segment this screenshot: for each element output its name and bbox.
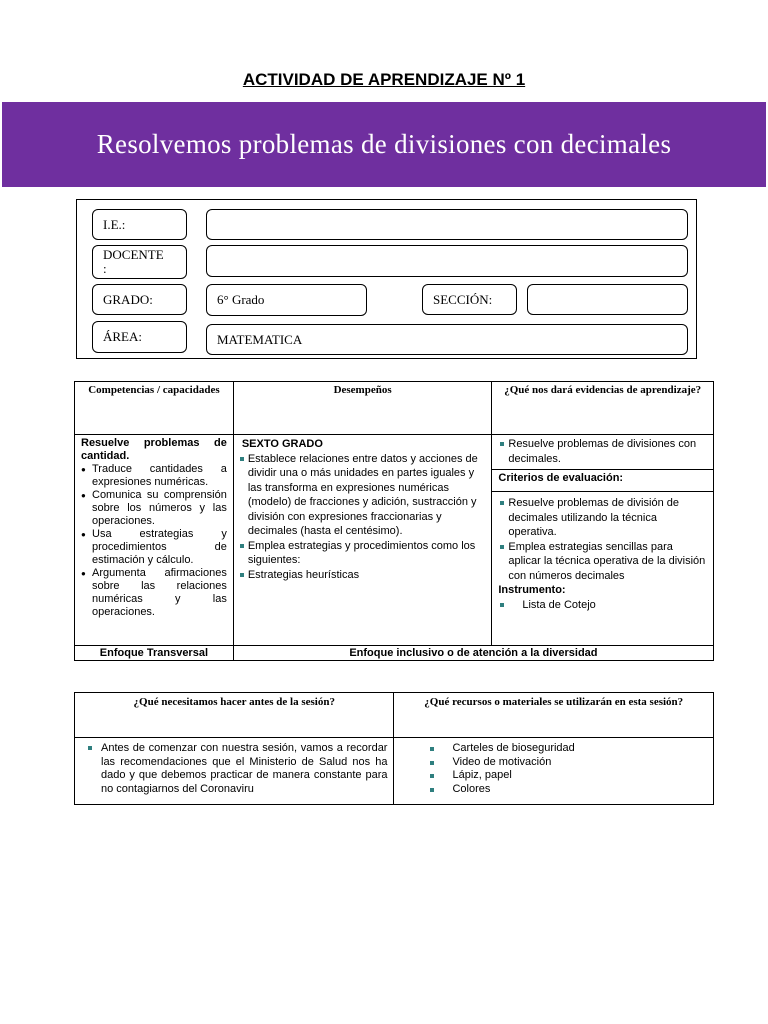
antes-text: Antes de comenzar con nuestra sesión, vamos a recordar las recomendaciones que el Ministerio de Salud nos ha dado y que debemos practicar de manera constante para no contagiarnos del Coronaviru [101, 742, 388, 795]
docente-label-box [92, 245, 187, 279]
list-item: Lápiz, papel [400, 769, 707, 783]
grado-field[interactable] [206, 284, 367, 316]
ie-label: I.E.: [103, 216, 126, 232]
list-item: ● Usa estrategias y procedimientos de estimación y cálculo. [81, 528, 227, 567]
list-item: ● Argumenta afirmaciones sobre las relaciones numéricas y las operaciones. [81, 567, 227, 619]
docente-colon: : [103, 261, 107, 276]
list-item: ● Traduce cantidades a expresiones numéricas. [81, 463, 227, 489]
list-item: Estrategias heurísticas [238, 568, 488, 583]
seccion-label: SECCIÓN: [433, 291, 493, 307]
evidencia-cell [492, 435, 714, 470]
list-item: Resuelve problemas de divisiones con decimales. [498, 437, 707, 466]
list-item: ● Comunica su comprensión sobre los números y las operaciones. [81, 489, 227, 528]
competencias-cell [75, 435, 234, 646]
criterios-title: Criterios de evaluación: [492, 470, 713, 492]
info-box [76, 199, 697, 359]
grado-value: 6° Grado [217, 292, 265, 307]
area-field[interactable] [206, 324, 688, 355]
criterios-list [498, 496, 707, 583]
grado-title: SEXTO GRADO [241, 438, 323, 450]
ie-field[interactable] [206, 209, 688, 240]
title-banner [2, 102, 766, 187]
antes-cell [75, 738, 394, 805]
desempenos-cell [233, 435, 492, 646]
desempenos-list [238, 452, 488, 583]
preparacion-table [74, 692, 714, 805]
list-item: Establece relaciones entre datos y acciones de dividir una o más unidades en partes iguales y las transforma en expresiones numéricas (modelo) de fracciones y adición, sustracción y división con expresiones fraccionarias y decimales (hasta el centésimo). [238, 452, 488, 539]
bullet-icon [88, 746, 92, 750]
instrumento-title: Instrumento: [498, 584, 566, 596]
enfoque-label: Enfoque Transversal [75, 646, 234, 661]
header-desempenos: Desempeños [233, 382, 492, 435]
list-item: Resuelve problemas de división de decimales utilizando la técnica operativa. [498, 496, 707, 540]
grado-label: GRADO: [103, 291, 153, 307]
area-label: ÁREA: [103, 329, 142, 344]
seccion-label-box [422, 284, 517, 315]
capacidades-list [81, 463, 227, 619]
list-item: Video de motivación [400, 756, 707, 770]
recursos-list [400, 742, 707, 796]
activity-heading [0, 70, 768, 90]
header-competencias: Competencias / capacidades [75, 382, 234, 435]
seccion-field[interactable] [527, 284, 688, 315]
instrumento-value: Lista de Cotejo [498, 598, 707, 613]
docente-field[interactable] [206, 245, 688, 277]
header-evidencias: ¿Qué nos dará evidencias de aprendizaje? [492, 382, 714, 435]
competencia-title: Resuelve problemas de cantidad. [81, 437, 227, 462]
competencias-table [74, 381, 714, 661]
header-recursos: ¿Qué recursos o materiales se utilizarán en esta sesión? [394, 693, 714, 738]
list-item: Emplea estrategias y procedimientos como los siguientes: [238, 539, 488, 568]
ie-label-box [92, 209, 187, 240]
evidencia-list [498, 437, 707, 466]
grado-label-box [92, 284, 187, 315]
session-title: Resolvemos problemas de divisiones con decimales [96, 129, 672, 159]
list-item: Emplea estrategias sencillas para aplicar la técnica operativa de la división con números decimales [498, 540, 707, 584]
list-item: Colores [400, 783, 707, 797]
recursos-cell [394, 738, 714, 805]
area-label-box [92, 321, 187, 353]
enfoque-value: Enfoque inclusivo o de atención a la diversidad [233, 646, 713, 661]
criterios-cell [492, 470, 714, 646]
docente-label: DOCENTE [103, 247, 164, 262]
list-item: Carteles de bioseguridad [400, 742, 707, 756]
area-value: MATEMATICA [217, 331, 303, 347]
header-antes: ¿Qué necesitamos hacer antes de la sesión? [75, 693, 394, 738]
activity-heading-text: ACTIVIDAD DE APRENDIZAJE Nº 1 [242, 70, 526, 89]
